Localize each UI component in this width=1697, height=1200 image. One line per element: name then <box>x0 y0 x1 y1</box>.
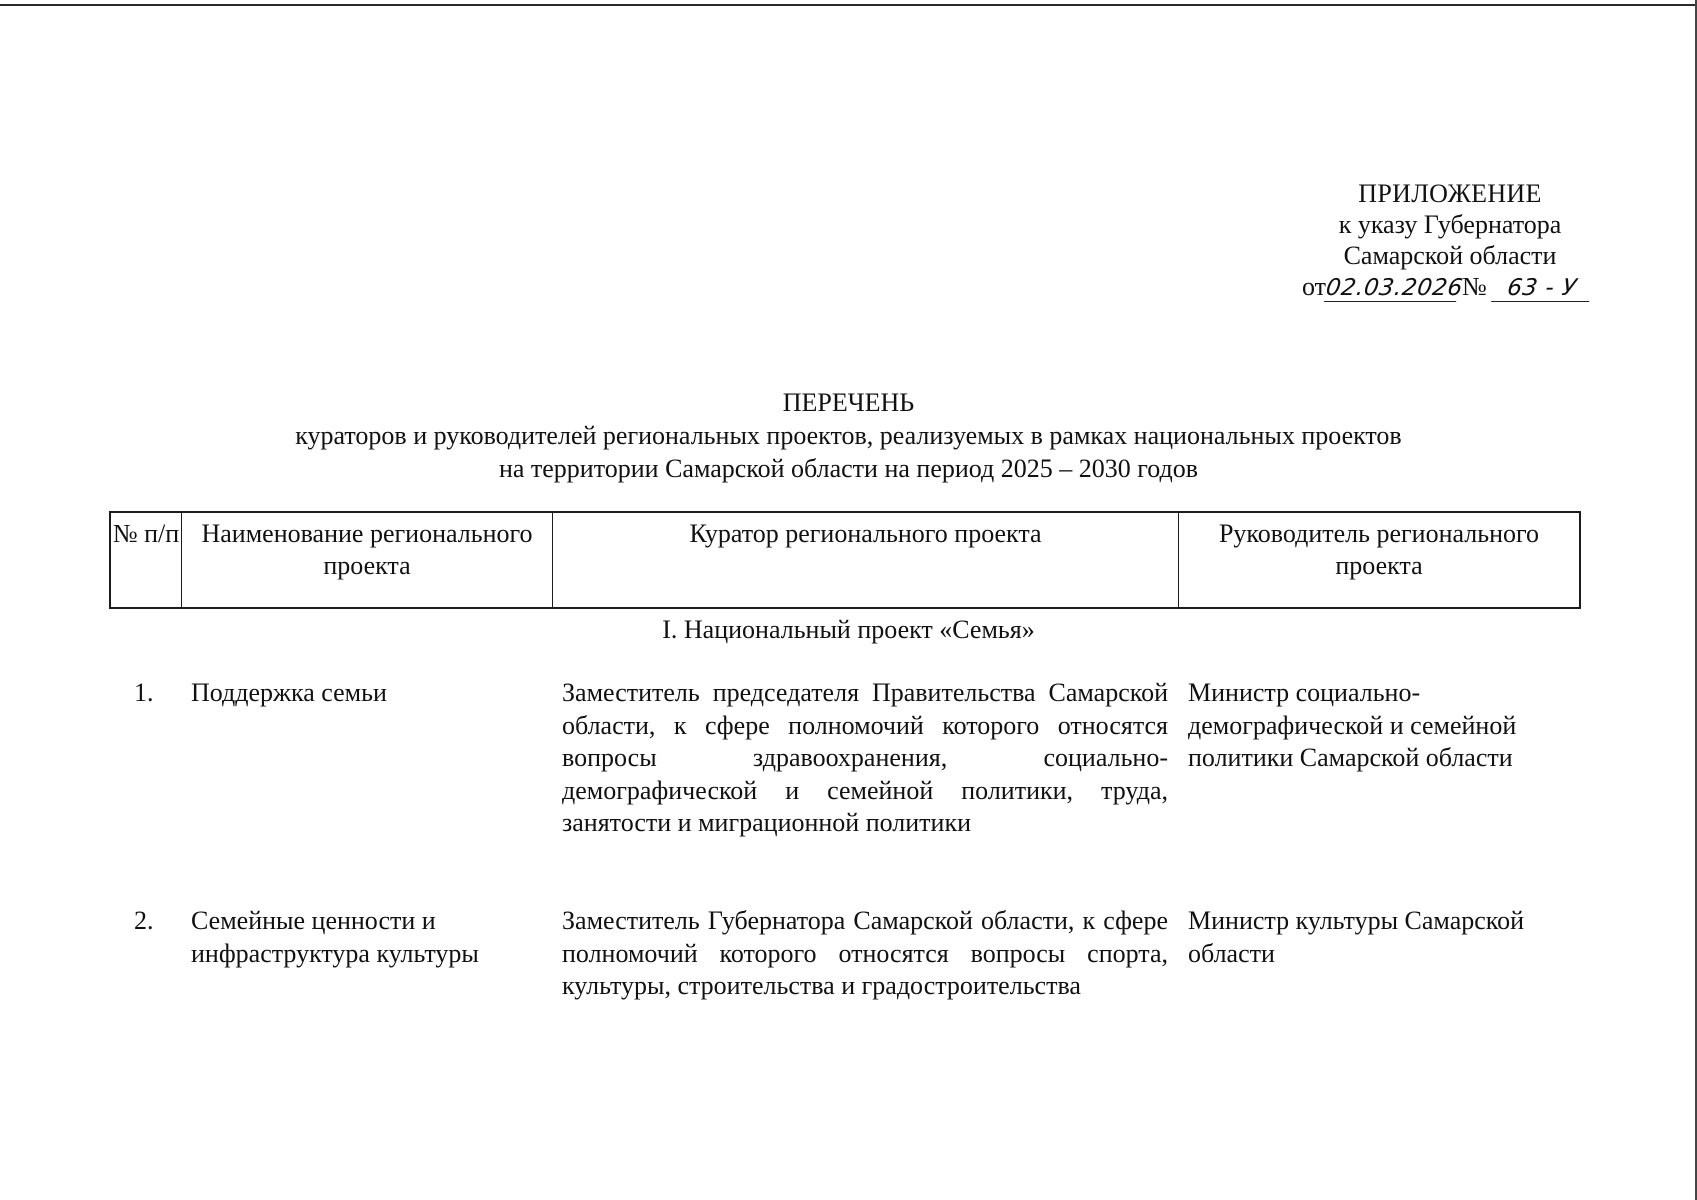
header-curator: Куратор регионального проекта <box>552 513 1178 607</box>
row-head: Министр культуры Самарской области <box>1188 906 1524 968</box>
top-scan-edge <box>0 4 1697 6</box>
appendix-line-decree: к указу Губернатора <box>1338 210 1562 239</box>
title-heading: ПЕРЕЧЕНЬ <box>782 388 915 417</box>
header-head: Руководитель регионального проекта <box>1178 513 1579 607</box>
document-title <box>0 386 1697 485</box>
row-number: 2. <box>134 906 154 935</box>
row-curator: Заместитель председателя Правительства Самарской области, к сфере полномочий которого относятся вопросы здравоохранения, социально-демографической и семейной политики, труда, занятости и миграционной политики <box>562 678 1168 837</box>
row-curator: Заместитель Губернатора Самарской области, к сфере полномочий которого относятся вопросы спорта, культуры, строительства и градостроительства <box>562 906 1168 1000</box>
row-head: Министр социально-демографической и семейной политики Самарской области <box>1188 678 1517 772</box>
header-num: № п/п <box>112 519 180 548</box>
number-label: № <box>1462 272 1487 301</box>
section-title: I. Национальный проект «Семья» <box>662 615 1035 644</box>
table-row <box>109 905 1581 1003</box>
appendix-line-region: Самарской области <box>1343 241 1557 270</box>
handwritten-date: 02.03.2026 <box>1324 275 1465 301</box>
row-project-name: Семейные ценности и инфраструктура культуры <box>191 906 479 968</box>
title-line-1: кураторов и руководителей региональных проектов, реализуемых в рамках национальных проектов <box>295 421 1402 450</box>
appendix-title: ПРИЛОЖЕНИЕ <box>1358 179 1542 208</box>
handwritten-number: 63 - У <box>1491 275 1593 302</box>
title-line-2: на территории Самарской области на период 2025 – 2030 годов <box>498 454 1199 483</box>
row-project-name: Поддержка семьи <box>191 678 387 707</box>
row-number: 1. <box>134 678 154 707</box>
table-header <box>109 511 1581 609</box>
header-project-name: Наименование регионального проекта <box>181 513 552 607</box>
from-label: от <box>1302 272 1327 301</box>
appendix-line-date <box>1250 271 1650 302</box>
appendix-block <box>1250 178 1650 302</box>
table-row <box>109 677 1581 840</box>
